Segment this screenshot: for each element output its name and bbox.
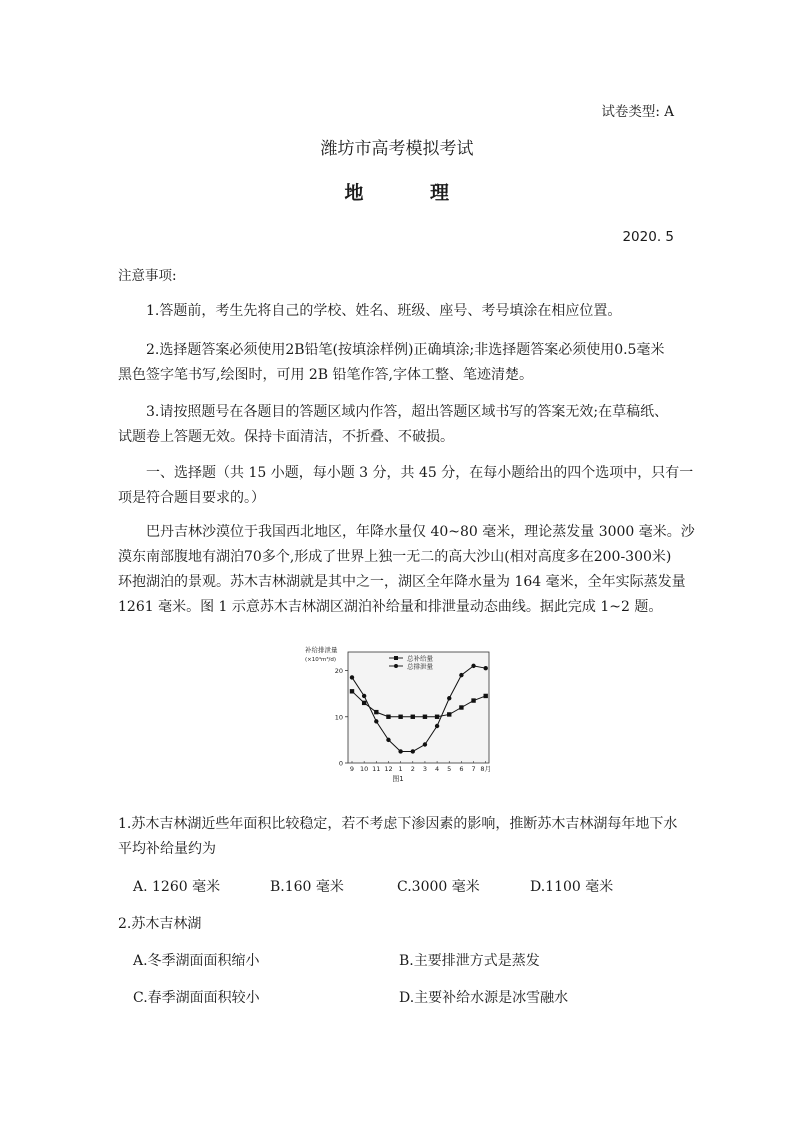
chart-legend-marker-1 — [394, 656, 398, 660]
chart-point-2 — [374, 719, 378, 723]
chart-xtick-label: 9 — [349, 765, 355, 773]
chart-svg — [303, 640, 493, 785]
chart-point-1 — [362, 701, 366, 705]
chart-point-2 — [471, 664, 475, 668]
section-1-line1: 一、选择题（共 15 小题，每小题 3 分，共 45 分，在每小题给出的四个选项中，只有一 — [146, 465, 694, 481]
question-2-option-b: B.主要排泄方式是蒸发 — [399, 953, 540, 969]
exam-date: 2020. 5 — [622, 229, 674, 245]
question-2-option-a: A.冬季湖面面积缩小 — [133, 953, 260, 969]
chart-point-2 — [398, 749, 402, 753]
chart-xtick-label: 12 — [384, 765, 393, 773]
chart-caption: 图1 — [392, 775, 404, 783]
chart-point-2 — [435, 724, 439, 728]
notice-item-3 — [118, 400, 678, 450]
chart-point-2 — [447, 696, 451, 700]
subject-char-left: 地 — [344, 182, 364, 204]
chart-xtick-label: 5 — [447, 765, 452, 773]
chart-point-1 — [350, 689, 354, 693]
question-2-stem: 2.苏木吉林湖 — [118, 916, 202, 932]
notice-title: 注意事项: — [118, 268, 177, 284]
chart-xtick-label: 10 — [360, 765, 369, 773]
exam-title: 潍坊市高考模拟考试 — [320, 139, 474, 159]
exam-type-label: 试卷类型: A — [601, 104, 674, 120]
passage-line3: 环抱湖泊的景观。苏木吉林湖就是其中之一，湖区全年降水量为 164 毫米，全年实际蒸发量 — [118, 574, 686, 590]
section-1-line2: 项是符合题目要求的。） — [118, 490, 265, 506]
chart-point-1 — [423, 715, 427, 719]
chart-point-2 — [459, 673, 463, 677]
question-1-stem — [118, 812, 677, 862]
chart-point-2 — [423, 742, 427, 746]
chart-point-1 — [411, 715, 415, 719]
question-2-option-c: C.春季湖面面积较小 — [133, 990, 260, 1006]
notice-item-2 — [118, 338, 678, 388]
notice-item-1-text: 1.答题前，考生先将自己的学校、姓名、班级、座号、考号填涂在相应位置。 — [146, 303, 622, 319]
chart-xtick-label: 6 — [459, 765, 464, 773]
subject-title — [0, 178, 794, 205]
notice-item-1 — [118, 299, 678, 324]
chart-point-1 — [459, 705, 463, 709]
notice-item-3-line2: 试题卷上答题无效。保持卡面清洁，不折叠、不破损。 — [118, 429, 454, 445]
chart-point-2 — [362, 694, 366, 698]
passage-line2: 漠东南部腹地有湖泊70多个,形成了世界上独一无二的高大沙山(相对高度多在200-300米) — [118, 549, 672, 565]
chart-point-1 — [435, 715, 439, 719]
passage-line4: 1261 毫米。图 1 示意苏木吉林湖区湖泊补给量和排泄量动态曲线。据此完成 1~2 题。 — [118, 599, 663, 615]
chart-ylabel-line2: (×10⁴m³/d) — [305, 657, 337, 663]
chart-point-1 — [447, 712, 451, 716]
passage-line1: 巴丹吉林沙漠位于我国西北地区，年降水量仅 40~80 毫米，理论蒸发量 3000 毫米。沙 — [146, 524, 695, 540]
chart-point-2 — [350, 675, 354, 679]
chart-point-2 — [484, 666, 488, 670]
chart-xtick-label: 4 — [435, 765, 440, 773]
chart-xtick-label: 3 — [422, 765, 428, 773]
chart-point-1 — [386, 715, 390, 719]
chart-point-2 — [386, 738, 390, 742]
notice-item-3-line1: 3.请按照题号在各题目的答题区域内作答，超出答题区域书写的答案无效;在草稿纸、 — [146, 404, 669, 420]
question-1-line2: 平均补给量约为 — [118, 841, 216, 857]
question-1-option-c: C.3000 毫米 — [397, 879, 480, 895]
chart-ylabel-line1: 补给排泄量 — [305, 646, 338, 654]
chart-ytick-label: 10 — [334, 713, 343, 722]
chart-ytick-label: 20 — [334, 667, 343, 675]
chart-ytick-label: 0 — [338, 759, 343, 768]
chart-xtick-label: 2 — [410, 765, 415, 773]
figure-1-chart — [303, 640, 493, 785]
subject-char-right: 理 — [430, 182, 450, 204]
question-2-option-d: D.主要补给水源是冰雪融水 — [399, 990, 569, 1006]
question-1-option-a: A. 1260 毫米 — [133, 879, 221, 895]
chart-legend-label-1: 总补给量 — [407, 654, 433, 663]
passage — [118, 520, 695, 620]
question-1-option-b: B.160 毫米 — [270, 879, 344, 895]
chart-xtick-label: 11 — [372, 765, 381, 773]
notice-item-2-line1: 2.选择题答案必须使用2B铅笔(按填涂样例)正确填涂;非选择题答案必须使用0.5毫米 — [146, 342, 665, 358]
chart-legend-label-2: 总排泄量 — [407, 662, 433, 671]
question-1-option-d: D.1100 毫米 — [530, 879, 614, 895]
question-1-line1: 1.苏木吉林湖近些年面积比较稳定，若不考虑下渗因素的影响，推断苏木吉林湖每年地下水 — [118, 816, 678, 832]
chart-legend-marker-2 — [394, 664, 398, 668]
chart-xtick-label: 1 — [398, 765, 403, 773]
chart-point-2 — [411, 749, 415, 753]
chart-point-1 — [374, 710, 378, 714]
chart-point-1 — [398, 715, 402, 719]
notice-item-2-line2: 黑色签字笔书写,绘图时，可用 2B 铅笔作答,字体工整、笔迹清楚。 — [118, 367, 533, 383]
chart-point-1 — [471, 698, 475, 702]
chart-point-1 — [484, 694, 488, 698]
chart-xtick-label: 8月 — [480, 765, 492, 773]
chart-xtick-label: 7 — [471, 765, 476, 773]
section-1-heading — [118, 461, 694, 511]
